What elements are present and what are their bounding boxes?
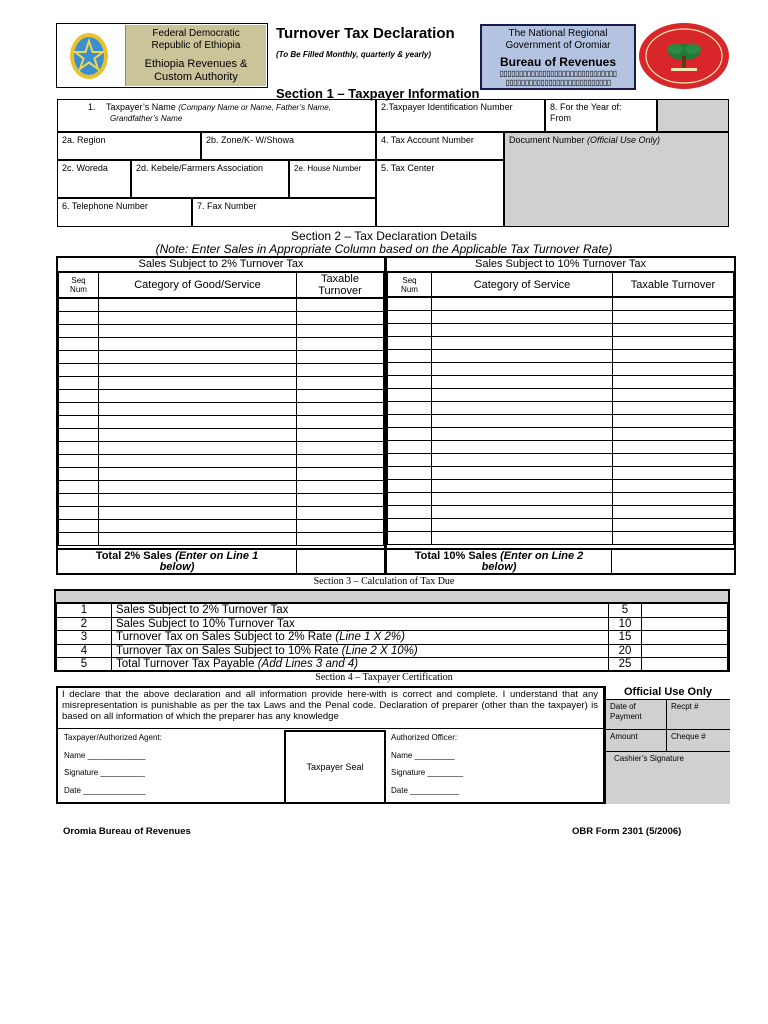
footer-org: Oromia Bureau of Revenues — [63, 826, 191, 837]
tin-label: 2.Taxpayer Identification Number — [381, 102, 513, 112]
sales-10pct-entry-row[interactable] — [388, 376, 734, 389]
form-title: Turnover Tax Declaration — [276, 25, 455, 42]
sales-2pct-entry-row[interactable] — [59, 416, 384, 429]
sales-10pct-entry-row[interactable] — [388, 532, 734, 545]
sales-2pct-entry-cell[interactable] — [59, 325, 99, 338]
federal-authority-box — [125, 25, 266, 86]
calc-row-amount[interactable] — [642, 658, 728, 672]
sales-10pct-entry-cell[interactable] — [432, 363, 613, 376]
sales-10pct-entry-cell[interactable] — [613, 532, 734, 545]
oromia-line-5: ▯▯▯▯▯▯▯▯▯▯▯▯▯▯▯▯▯▯▯▯▯▯▯▯▯▯▯ — [505, 78, 611, 87]
section-4-title: Section 4 – Taxpayer Certification — [315, 672, 453, 683]
sales-2pct-entry-cell[interactable] — [99, 416, 297, 429]
agent-label: Taxpayer/Authorized Agent: — [64, 733, 162, 742]
calc-row-line-number: 5 — [609, 604, 642, 618]
sales-2pct-entry-row[interactable] — [59, 520, 384, 533]
zone-field[interactable] — [201, 132, 376, 160]
sales-2pct-entry-cell[interactable] — [99, 429, 297, 442]
sales-2pct-rows[interactable] — [58, 298, 384, 546]
date-of-payment-label-2: Payment — [610, 712, 642, 721]
total-2pct-text: Total 2% Sales — [95, 550, 173, 562]
seq-num-header-left — [59, 273, 99, 298]
sales-10pct-entry-row[interactable] — [388, 337, 734, 350]
sales-2pct-entry-row[interactable] — [59, 481, 384, 494]
total-2pct-value[interactable] — [297, 550, 384, 575]
sales-10pct-entry-cell[interactable] — [388, 441, 432, 454]
sales-10pct-entry-cell[interactable] — [613, 519, 734, 532]
sales-10pct-entry-cell[interactable] — [432, 337, 613, 350]
footer-form-number: OBR Form 2301 (5/2006) — [572, 826, 682, 837]
amount-label: Amount — [610, 732, 638, 741]
tax-center-label: 5. Tax Center — [381, 163, 435, 173]
category-service-header: Category of Service — [432, 273, 613, 297]
officer-block — [391, 733, 463, 796]
sales-10pct-entry-cell[interactable] — [613, 363, 734, 376]
section-2-note: (Note: Enter Sales in Appropriate Column based on the Applicable Tax Turnover Rate) — [155, 242, 613, 256]
sales-10pct-entry-cell[interactable] — [432, 298, 613, 311]
sales-10pct-entry-row[interactable] — [388, 389, 734, 402]
taxpayer-name-note-2: Grandfather’s Name — [110, 114, 183, 123]
total-10pct-text: Total 10% Sales — [414, 550, 498, 562]
calc-row-number: 1 — [57, 604, 112, 618]
sales-2pct-entry-cell[interactable] — [59, 390, 99, 403]
sales-2pct-entry-cell[interactable] — [99, 520, 297, 533]
sales-2pct-entry-row[interactable] — [59, 442, 384, 455]
sales-10pct-entry-cell[interactable] — [432, 519, 613, 532]
form-subtitle: (To Be Filled Monthly, quarterly & yearly) — [276, 50, 431, 59]
kebele-label: 2d. Kebele/Farmers Association — [136, 163, 264, 173]
official-use-year-cell — [657, 99, 729, 132]
num-label-left: Num — [70, 285, 87, 294]
calc-row-line-number: 25 — [609, 658, 642, 672]
sales-10pct-entry-cell[interactable] — [388, 402, 432, 415]
sales-2pct-entry-row[interactable] — [59, 429, 384, 442]
fax-label: 7. Fax Number — [197, 201, 257, 211]
region-field[interactable] — [57, 132, 201, 160]
sales-10pct-entry-cell[interactable] — [432, 324, 613, 337]
sales-10pct-entry-row[interactable] — [388, 363, 734, 376]
sales-10pct-entry-cell[interactable] — [432, 311, 613, 324]
sales-2pct-entry-cell[interactable] — [59, 364, 99, 377]
woreda-field[interactable] — [57, 160, 131, 198]
sales-10pct-entry-cell[interactable] — [613, 324, 734, 337]
document-number-note: (Official Use Only) — [587, 135, 661, 145]
sales-10pct-entry-cell[interactable] — [432, 467, 613, 480]
agent-date-field[interactable]: Date ______________ — [64, 786, 146, 795]
sales-2pct-entry-cell[interactable] — [59, 507, 99, 520]
oromia-line-2: Government of Oromiar — [505, 40, 611, 51]
calc-row-amount[interactable] — [642, 604, 728, 618]
sales-10pct-entry-cell[interactable] — [388, 298, 432, 311]
sales-10pct-table — [385, 256, 736, 575]
sales-10pct-entry-cell[interactable] — [613, 506, 734, 519]
officer-date-field[interactable]: Date ___________ — [391, 786, 460, 795]
sales-10pct-entry-row[interactable] — [388, 428, 734, 441]
officer-name-field[interactable]: Name _________ — [391, 751, 455, 760]
sales-2pct-entry-cell[interactable] — [99, 455, 297, 468]
sales-2pct-entry-cell[interactable] — [297, 507, 384, 520]
sales-10pct-entry-row[interactable] — [388, 467, 734, 480]
official-use-box — [603, 686, 730, 804]
sales-2pct-entry-cell[interactable] — [99, 351, 297, 364]
total-2pct-note-2: below) — [159, 561, 195, 573]
cheque-label: Cheque # — [671, 732, 706, 741]
telephone-label: 6. Telephone Number — [62, 201, 148, 211]
sales-2pct-entry-cell[interactable] — [99, 403, 297, 416]
date-of-payment-cell[interactable] — [606, 700, 667, 730]
tax-calculation-row — [57, 644, 728, 658]
sales-2pct-entry-cell[interactable] — [99, 338, 297, 351]
sales-10pct-entry-row[interactable] — [388, 311, 734, 324]
calc-row-amount[interactable] — [642, 644, 728, 658]
sales-2pct-entry-cell[interactable] — [59, 442, 99, 455]
tax-year-label: 8. For the Year of: — [550, 102, 622, 112]
sales-10pct-entry-cell[interactable] — [388, 480, 432, 493]
sales-2pct-entry-cell[interactable] — [59, 494, 99, 507]
sales-10pct-header: Sales Subject to 10% Turnover Tax — [387, 258, 734, 272]
sales-2pct-entry-row[interactable] — [59, 494, 384, 507]
cheque-cell[interactable] — [667, 730, 730, 752]
field-1-number: 1. — [88, 102, 96, 112]
calc-row-description: Turnover Tax on Sales Subject to 2% Rate (Line 1 X 2%) — [112, 631, 609, 645]
tax-calculation-rows — [56, 603, 728, 672]
kebele-field[interactable] — [131, 160, 289, 198]
sales-10pct-entry-cell[interactable] — [432, 389, 613, 402]
sales-2pct-entry-row[interactable] — [59, 351, 384, 364]
sales-2pct-entry-cell[interactable] — [59, 455, 99, 468]
sales-10pct-entry-row[interactable] — [388, 454, 734, 467]
sales-2pct-entry-cell[interactable] — [297, 299, 384, 312]
sales-10pct-entry-cell[interactable] — [388, 324, 432, 337]
house-number-label: 2e. House Number — [294, 164, 362, 173]
turnover-label-left: Turnover — [318, 285, 362, 297]
sales-2pct-entry-cell[interactable] — [297, 429, 384, 442]
sales-2pct-entry-cell[interactable] — [59, 377, 99, 390]
certification-box — [56, 686, 730, 804]
tin-field[interactable] — [376, 99, 545, 132]
agent-name-field[interactable]: Name _____________ — [64, 751, 146, 760]
sales-2pct-header: Sales Subject to 2% Turnover Tax — [58, 258, 384, 272]
sales-10pct-entry-cell[interactable] — [388, 506, 432, 519]
sales-2pct-entry-cell[interactable] — [297, 416, 384, 429]
taxable-turnover-header-left — [297, 273, 384, 298]
sales-10pct-entry-cell[interactable] — [432, 415, 613, 428]
sales-10pct-entry-cell[interactable] — [388, 415, 432, 428]
taxpayer-name-note-1: (Company Name or Name, Father’s Name, — [178, 103, 331, 112]
sales-2pct-entry-row[interactable] — [59, 468, 384, 481]
sales-10pct-entry-cell[interactable] — [432, 402, 613, 415]
sales-2pct-entry-cell[interactable] — [297, 351, 384, 364]
declaration-text: I declare that the above declaration and all information provide here-with is correct and complete. I understand that any misrepresentation is punishable as per the tax Laws and the Penal code. Declaration of preparer (other than the taxpayer) is based on all information of which the preparer has any knowledge — [62, 689, 598, 722]
sales-10pct-entry-cell[interactable] — [432, 454, 613, 467]
sales-10pct-entry-cell[interactable] — [613, 441, 734, 454]
sales-2pct-entry-cell[interactable] — [297, 468, 384, 481]
sales-2pct-entry-cell[interactable] — [297, 403, 384, 416]
sales-10pct-entry-row[interactable] — [388, 350, 734, 363]
sales-10pct-entry-cell[interactable] — [388, 337, 432, 350]
sales-10pct-entry-row[interactable] — [388, 298, 734, 311]
cashier-signature-label: Cashier’s Signature — [614, 754, 684, 763]
document-number-field — [504, 132, 729, 227]
tax-calculation-row — [57, 631, 728, 645]
telephone-field[interactable] — [57, 198, 192, 227]
sales-10pct-entry-cell[interactable] — [388, 363, 432, 376]
sales-10pct-entry-cell[interactable] — [432, 480, 613, 493]
calc-row-description: Sales Subject to 2% Turnover Tax — [112, 604, 609, 618]
taxpayer-seal-label: Taxpayer Seal — [306, 762, 364, 772]
declaration-divider — [58, 728, 603, 729]
sales-10pct-entry-row[interactable] — [388, 402, 734, 415]
sales-2pct-entry-cell[interactable] — [297, 481, 384, 494]
oromia-authority-box — [480, 24, 636, 90]
section-2-title: Section 2 – Tax Declaration Details — [291, 229, 477, 243]
sales-2pct-entry-cell[interactable] — [297, 455, 384, 468]
sales-2pct-entry-cell[interactable] — [99, 468, 297, 481]
sales-2pct-entry-cell[interactable] — [59, 351, 99, 364]
calc-row-number: 4 — [57, 644, 112, 658]
sales-10pct-entry-cell[interactable] — [613, 493, 734, 506]
sales-2pct-entry-cell[interactable] — [59, 416, 99, 429]
calc-row-amount[interactable] — [642, 631, 728, 645]
sales-2pct-entry-row[interactable] — [59, 364, 384, 377]
sales-10pct-entry-cell[interactable] — [432, 493, 613, 506]
sales-10pct-entry-cell[interactable] — [388, 428, 432, 441]
sales-2pct-table — [56, 256, 386, 575]
oromia-line-1: The National Regional — [508, 28, 608, 39]
zone-label: 2b. Zone/K- W/Showa — [206, 135, 295, 145]
sales-2pct-entry-row[interactable] — [59, 533, 384, 546]
calc-row-number: 3 — [57, 631, 112, 645]
num-label-right: Num — [401, 284, 418, 294]
sales-10pct-entry-cell[interactable] — [613, 337, 734, 350]
officer-signature-field[interactable]: Signature ________ — [391, 768, 464, 777]
fax-field[interactable] — [192, 198, 376, 227]
oromia-emblem-logo — [637, 22, 731, 90]
cashier-signature-cell[interactable] — [606, 752, 730, 802]
tax-account-field[interactable] — [376, 132, 504, 160]
region-label: 2a. Region — [62, 135, 106, 145]
oromia-line-4: ▯▯▯▯▯▯▯▯▯▯▯▯▯▯▯▯▯▯▯▯▯▯▯▯▯▯▯▯▯▯ — [499, 69, 617, 78]
agent-block — [64, 733, 162, 796]
sales-2pct-entry-cell[interactable] — [59, 520, 99, 533]
sales-2pct-entry-cell[interactable] — [99, 442, 297, 455]
sales-2pct-entry-cell[interactable] — [59, 481, 99, 494]
sales-10pct-entry-cell[interactable] — [432, 376, 613, 389]
sales-2pct-entry-row[interactable] — [59, 325, 384, 338]
sales-2pct-entry-cell[interactable] — [59, 338, 99, 351]
federal-line-1: Federal Democratic — [152, 28, 240, 39]
sales-2pct-entry-cell[interactable] — [99, 494, 297, 507]
tax-account-label: 4. Tax Account Number — [381, 135, 474, 145]
sales-2pct-entry-cell[interactable] — [297, 364, 384, 377]
category-goods-header: Category of Good/Service — [99, 273, 297, 298]
sales-10pct-entry-cell[interactable] — [432, 350, 613, 363]
sales-2pct-entry-cell[interactable] — [99, 481, 297, 494]
sales-10pct-entry-row[interactable] — [388, 519, 734, 532]
sales-2pct-entry-cell[interactable] — [99, 364, 297, 377]
sales-10pct-entry-cell[interactable] — [432, 428, 613, 441]
sales-10pct-entry-cell[interactable] — [613, 389, 734, 402]
sales-2pct-entry-cell[interactable] — [99, 377, 297, 390]
sales-10pct-entry-cell[interactable] — [432, 441, 613, 454]
sales-10pct-entry-cell[interactable] — [613, 311, 734, 324]
sales-2pct-entry-cell[interactable] — [297, 377, 384, 390]
sales-2pct-entry-row[interactable] — [59, 455, 384, 468]
tax-year-from-label: From — [550, 113, 571, 123]
total-2pct-label — [58, 550, 297, 575]
calc-row-line-number: 10 — [609, 617, 642, 631]
sales-2pct-entry-cell[interactable] — [297, 533, 384, 546]
calc-row-description: Turnover Tax on Sales Subject to 10% Rate (Line 2 X 10%) — [112, 644, 609, 658]
tax-calculation-row — [57, 658, 728, 672]
sales-10pct-entry-cell[interactable] — [388, 532, 432, 545]
oromia-line-3: Bureau of Revenues — [499, 55, 617, 69]
calc-row-description: Sales Subject to 10% Turnover Tax — [112, 617, 609, 631]
tax-calculation-table — [54, 589, 730, 672]
agent-signature-field[interactable]: Signature __________ — [64, 768, 145, 777]
total-10pct-label — [387, 550, 612, 575]
total-10pct-note: (Enter on Line 2 — [500, 550, 584, 562]
sales-2pct-entry-cell[interactable] — [59, 533, 99, 546]
sales-10pct-entry-cell[interactable] — [388, 376, 432, 389]
sales-10pct-entry-cell[interactable] — [388, 350, 432, 363]
sales-10pct-entry-cell[interactable] — [432, 532, 613, 545]
calc-row-line-number: 20 — [609, 644, 642, 658]
sales-10pct-entry-cell[interactable] — [388, 493, 432, 506]
sales-10pct-entry-cell[interactable] — [388, 467, 432, 480]
sales-2pct-entry-row[interactable] — [59, 312, 384, 325]
tax-calculation-header-bar — [56, 591, 728, 603]
sales-10pct-rows[interactable] — [387, 297, 734, 545]
sales-2pct-entry-row[interactable] — [59, 299, 384, 312]
taxpayer-name-field[interactable] — [57, 99, 376, 132]
sales-2pct-entry-cell[interactable] — [99, 325, 297, 338]
sales-10pct-entry-cell[interactable] — [613, 428, 734, 441]
calc-row-line-number: 15 — [609, 631, 642, 645]
sales-2pct-entry-cell[interactable] — [59, 468, 99, 481]
seq-label-right: Seq — [402, 275, 417, 285]
tax-calculation-row — [57, 617, 728, 631]
sales-10pct-entry-cell[interactable] — [613, 467, 734, 480]
sales-10pct-entry-cell[interactable] — [388, 519, 432, 532]
sales-10pct-entry-cell[interactable] — [613, 454, 734, 467]
sales-10pct-entry-cell[interactable] — [613, 415, 734, 428]
sales-2pct-entry-cell[interactable] — [297, 390, 384, 403]
sales-10pct-entry-cell[interactable] — [613, 376, 734, 389]
officer-label: Authorized Officer: — [391, 733, 458, 742]
total-10pct-note-2: below) — [481, 561, 517, 573]
calc-row-amount[interactable] — [642, 617, 728, 631]
sales-2pct-entry-cell[interactable] — [99, 299, 297, 312]
sales-2pct-entry-cell[interactable] — [297, 520, 384, 533]
total-10pct-row — [387, 548, 734, 573]
official-use-title: Official Use Only — [606, 686, 730, 700]
seq-label-left: Seq — [71, 276, 86, 285]
sales-2pct-entry-cell[interactable] — [99, 312, 297, 325]
total-2pct-row — [58, 548, 384, 573]
federal-line-2: Republic of Ethiopia — [151, 40, 241, 51]
sales-10pct-entry-row[interactable] — [388, 324, 734, 337]
amount-cell[interactable] — [606, 730, 667, 752]
taxpayer-info-grid — [57, 99, 729, 227]
taxpayer-seal-box — [284, 730, 386, 804]
sales-10pct-entry-cell[interactable] — [432, 506, 613, 519]
taxable-label-left: Taxable — [321, 273, 359, 285]
sales-2pct-entry-row[interactable] — [59, 403, 384, 416]
federal-line-3: Ethiopia Revenues & — [144, 58, 248, 70]
sales-10pct-entry-row[interactable] — [388, 480, 734, 493]
sales-10pct-entry-cell[interactable] — [388, 454, 432, 467]
sales-10pct-entry-cell[interactable] — [388, 389, 432, 402]
section-3-title: Section 3 – Calculation of Tax Due — [313, 576, 455, 587]
sales-10pct-entry-row[interactable] — [388, 441, 734, 454]
sales-10pct-entry-row[interactable] — [388, 506, 734, 519]
sales-2pct-entry-cell[interactable] — [297, 442, 384, 455]
sales-2pct-entry-cell[interactable] — [297, 494, 384, 507]
sales-2pct-entry-cell[interactable] — [59, 429, 99, 442]
ethiopia-emblem-logo — [68, 31, 110, 81]
seq-num-header-right — [388, 273, 432, 297]
sales-2pct-entry-cell[interactable] — [59, 403, 99, 416]
receipt-label: Recpt # — [671, 702, 699, 711]
sales-2pct-entry-cell[interactable] — [99, 390, 297, 403]
calc-row-number: 2 — [57, 617, 112, 631]
tax-center-field[interactable] — [376, 160, 504, 227]
tax-year-field[interactable] — [545, 99, 657, 132]
sales-2pct-entry-row[interactable] — [59, 377, 384, 390]
sales-10pct-entry-cell[interactable] — [613, 350, 734, 363]
sales-2pct-entry-row[interactable] — [59, 390, 384, 403]
sales-2pct-entry-row[interactable] — [59, 507, 384, 520]
woreda-label: 2c. Woreda — [62, 163, 108, 173]
federal-line-4: Custom Authority — [154, 71, 238, 83]
sales-10pct-entry-cell[interactable] — [613, 402, 734, 415]
sales-2pct-entry-row[interactable] — [59, 338, 384, 351]
sales-2pct-entry-cell[interactable] — [297, 325, 384, 338]
date-of-payment-label-1: Date of — [610, 702, 636, 711]
calc-row-description: Total Turnover Tax Payable (Add Lines 3 and 4) — [112, 658, 609, 672]
house-number-field[interactable] — [289, 160, 376, 198]
receipt-number-cell[interactable] — [667, 700, 730, 730]
document-number-label: Document Number — [509, 135, 585, 145]
sales-2pct-entry-cell[interactable] — [297, 338, 384, 351]
calc-row-number: 5 — [57, 658, 112, 672]
sales-2pct-entry-cell[interactable] — [297, 312, 384, 325]
section-1-title: Section 1 – Taxpayer Information — [276, 86, 480, 101]
sales-10pct-entry-row[interactable] — [388, 493, 734, 506]
sales-10pct-entry-cell[interactable] — [388, 311, 432, 324]
sales-2pct-entry-cell[interactable] — [59, 299, 99, 312]
sales-10pct-entry-cell[interactable] — [613, 298, 734, 311]
taxpayer-name-label: Taxpayer’s Name — [106, 102, 176, 112]
sales-10pct-entry-cell[interactable] — [613, 480, 734, 493]
total-2pct-note: (Enter on Line 1 — [175, 550, 259, 562]
sales-2pct-entry-cell[interactable] — [99, 507, 297, 520]
sales-10pct-entry-row[interactable] — [388, 415, 734, 428]
taxable-turnover-header-right: Taxable Turnover — [613, 273, 734, 297]
sales-2pct-entry-cell[interactable] — [99, 533, 297, 546]
tax-calculation-row — [57, 604, 728, 618]
sales-2pct-entry-cell[interactable] — [59, 312, 99, 325]
total-10pct-value[interactable] — [612, 550, 734, 575]
